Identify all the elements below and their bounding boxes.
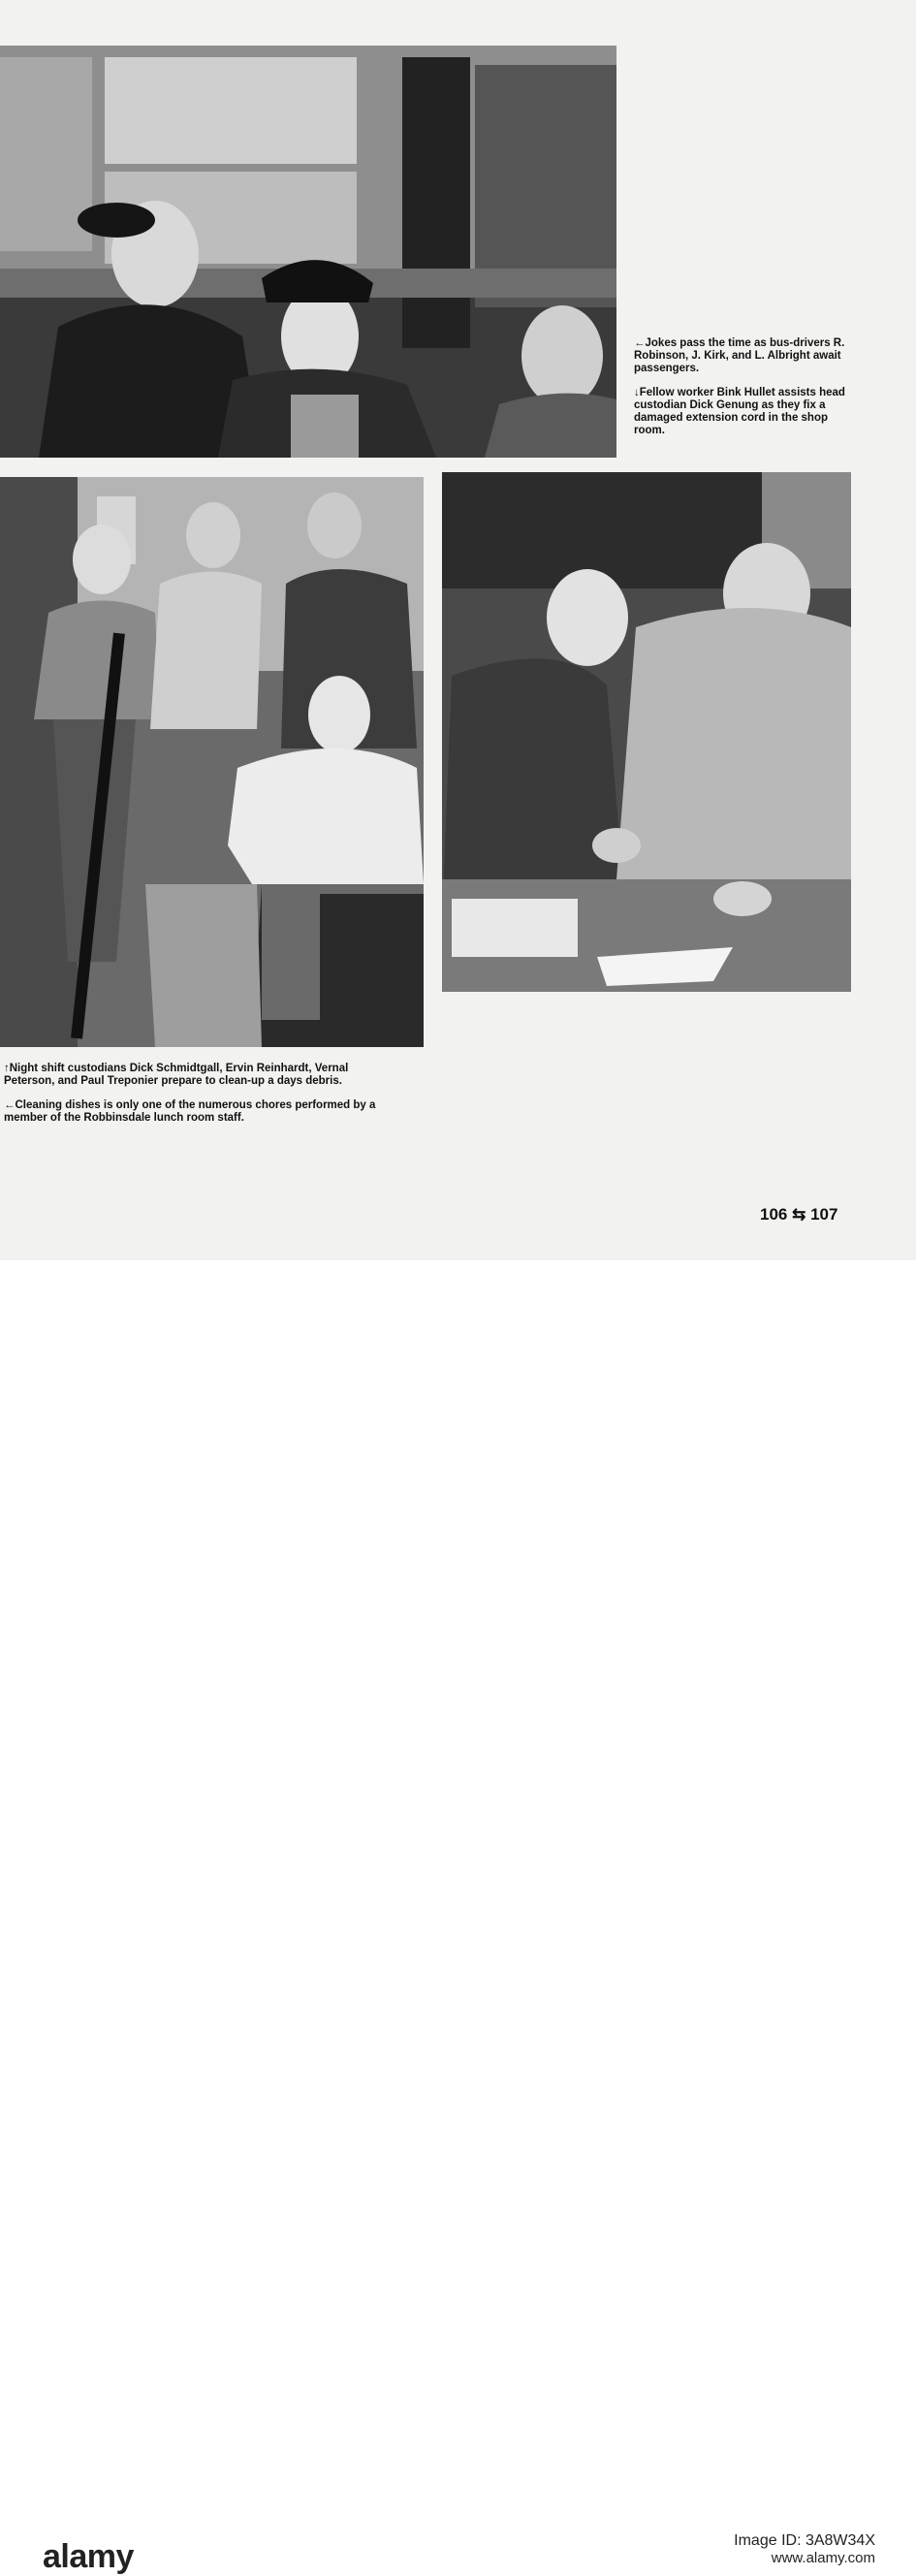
photo-shop-room (442, 472, 851, 992)
page-number-left: 106 (760, 1205, 788, 1224)
caption-group-top-right (634, 337, 852, 449)
watermark-footer (0, 1260, 916, 2575)
yearbook-page (0, 0, 916, 1260)
photo-night-shift-custodians (0, 477, 424, 1047)
caption-lunch-room: ←Cleaning dishes is only one of the numerous chores performed by a member of the Robbinsdale lunch room staff. (4, 1099, 376, 1124)
page-arrows: ⇆ (792, 1205, 806, 1224)
caption-group-bottom-left (4, 1063, 392, 1136)
image-id: Image ID: 3A8W34X (734, 2532, 875, 2549)
caption-night-shift: ↑Night shift custodians Dick Schmidtgall, Ervin Reinhardt, Vernal Peterson, and Paul Treponier prepare to clean-up a days debris. (4, 1063, 349, 1087)
photo-bus-drivers (0, 46, 616, 458)
caption-bus-drivers: ←Jokes pass the time as bus-drivers R. Robinson, J. Kirk, and L. Albright await passengers. (634, 337, 845, 374)
page-number-right: 107 (810, 1205, 838, 1224)
site-url: www.alamy.com (771, 2550, 875, 2566)
page-numbers (760, 1205, 837, 1224)
image-id-block (734, 2532, 875, 2566)
caption-shop-room: ↓Fellow worker Bink Hullet assists head custodian Dick Genung as they fix a damaged extension cord in the shop room. (634, 387, 845, 436)
alamy-logo: alamy (43, 2538, 134, 2575)
